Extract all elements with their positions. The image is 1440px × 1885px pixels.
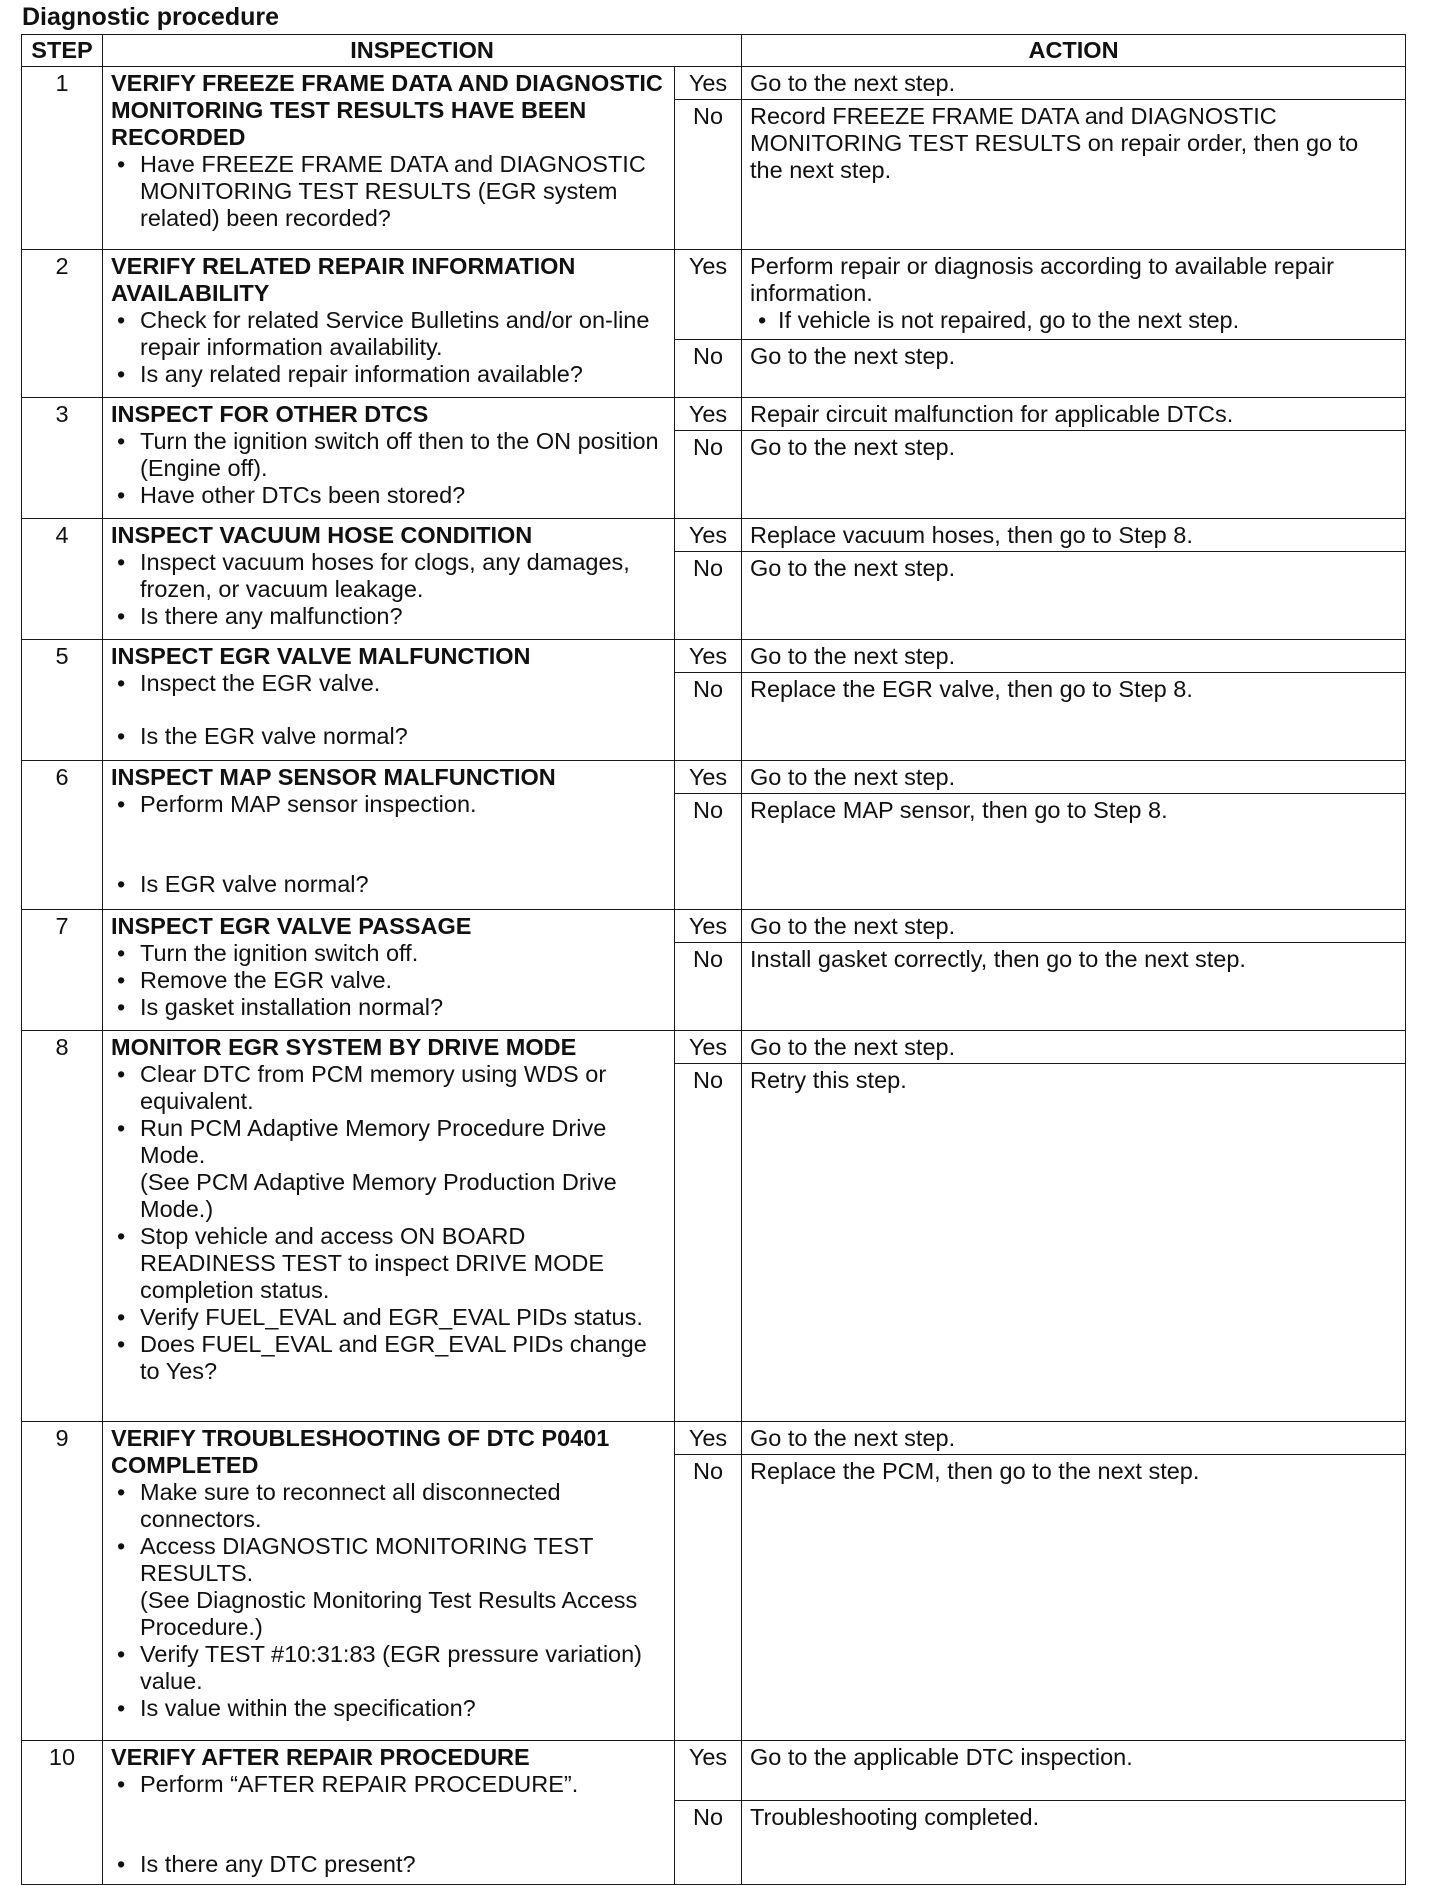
action-no: Replace MAP sensor, then go to Step 8. [742, 794, 1406, 910]
inspection-bullet: • Is gasket installation normal? [140, 994, 666, 1021]
step-number: 5 [22, 640, 103, 761]
table-row [22, 67, 1406, 100]
table-row [22, 640, 1406, 673]
action-yes: Go to the next step. [742, 67, 1406, 100]
action-no: Replace the PCM, then go to the next step. [742, 1455, 1406, 1741]
inspection-bullet: • Make sure to reconnect all disconnected connectors. [140, 1479, 666, 1533]
inspection-title: INSPECT EGR VALVE PASSAGE [111, 913, 472, 939]
answer-yes: Yes [675, 519, 742, 552]
inspection-cell [103, 1422, 675, 1741]
action-no: Record FREEZE FRAME DATA and DIAGNOSTIC MONITORING TEST RESULTS on repair order, then go to the next step. [742, 100, 1406, 250]
inspection-bullet: • Verify TEST #10:31:83 (EGR pressure variation) value. [140, 1641, 666, 1695]
table-row [22, 1741, 1406, 1801]
action-yes: Go to the next step. [742, 910, 1406, 943]
inspection-bullet [140, 1533, 666, 1641]
action-text: Perform repair or diagnosis according to available repair information. [750, 253, 1334, 306]
inspection-bullet: • Stop vehicle and access ON BOARD READINESS TEST to inspect DRIVE MODE completion status. [140, 1223, 666, 1304]
inspection-cell [103, 1031, 675, 1422]
answer-no: No [675, 1064, 742, 1422]
inspection-bullet: • Have other DTCs been stored? [140, 482, 666, 509]
answer-yes: Yes [675, 1741, 742, 1801]
inspection-title: VERIFY FREEZE FRAME DATA AND DIAGNOSTIC MONITORING TEST RESULTS HAVE BEEN RECORDED [111, 70, 663, 150]
answer-no: No [675, 1801, 742, 1885]
inspection-title: VERIFY RELATED REPAIR INFORMATION AVAILABILITY [111, 253, 576, 306]
inspection-bullet: • Remove the EGR valve. [140, 967, 666, 994]
inspection-bullet: • Is there any malfunction? [140, 603, 666, 630]
table-row [22, 519, 1406, 552]
inspection-bullet: • Is there any DTC present? [140, 1851, 666, 1878]
answer-no: No [675, 1455, 742, 1741]
inspection-bullet: • Inspect vacuum hoses for clogs, any damages, frozen, or vacuum leakage. [140, 549, 666, 603]
table-row [22, 250, 1406, 340]
inspection-bullet: • Check for related Service Bulletins and/or on-line repair information availability. [140, 307, 666, 361]
inspection-cell [103, 1741, 675, 1885]
inspection-bullet: • Have FREEZE FRAME DATA and DIAGNOSTIC MONITORING TEST RESULTS (EGR system related) been recorded? [140, 151, 666, 232]
inspection-bullet [140, 1115, 666, 1223]
table-row [22, 1031, 1406, 1064]
inspection-title: VERIFY TROUBLESHOOTING OF DTC P0401 COMPLETED [111, 1425, 610, 1478]
action-yes: Go to the next step. [742, 1031, 1406, 1064]
action-yes: Replace vacuum hoses, then go to Step 8. [742, 519, 1406, 552]
inspection-cell [103, 761, 675, 910]
answer-yes: Yes [675, 1031, 742, 1064]
answer-no: No [675, 794, 742, 910]
action-no: Go to the next step. [742, 340, 1406, 398]
inspection-title: MONITOR EGR SYSTEM BY DRIVE MODE [111, 1034, 577, 1060]
action-no: Retry this step. [742, 1064, 1406, 1422]
action-no: Replace the EGR valve, then go to Step 8. [742, 673, 1406, 761]
answer-yes: Yes [675, 398, 742, 431]
step-number: 1 [22, 67, 103, 250]
step-number: 2 [22, 250, 103, 398]
reference-note: (See PCM Adaptive Memory Production Drive Mode.) [140, 1169, 617, 1222]
reference-note: (See Diagnostic Monitoring Test Results Access Procedure.) [140, 1587, 638, 1640]
action-yes: Repair circuit malfunction for applicable DTCs. [742, 398, 1406, 431]
inspection-title: INSPECT FOR OTHER DTCS [111, 401, 429, 427]
answer-yes: Yes [675, 761, 742, 794]
inspection-bullet-text: • Access DIAGNOSTIC MONITORING TEST RESULTS. [140, 1533, 594, 1586]
inspection-cell [103, 910, 675, 1031]
inspection-bullet: • Turn the ignition switch off. [140, 940, 666, 967]
inspection-bullet: • Is value within the specification? [140, 1695, 666, 1722]
inspection-bullet: • Verify FUEL_EVAL and EGR_EVAL PIDs status. [140, 1304, 666, 1331]
inspection-bullet: • Is any related repair information available? [140, 361, 666, 388]
action-yes: Go to the next step. [742, 1422, 1406, 1455]
step-number: 4 [22, 519, 103, 640]
step-number: 8 [22, 1031, 103, 1422]
inspection-title: INSPECT EGR VALVE MALFUNCTION [111, 643, 531, 669]
header-inspection: INSPECTION [103, 35, 742, 67]
answer-no: No [675, 340, 742, 398]
step-number: 6 [22, 761, 103, 910]
action-yes: Go to the next step. [742, 761, 1406, 794]
action-no: Troubleshooting completed. [742, 1801, 1406, 1885]
answer-no: No [675, 552, 742, 640]
diagnostic-procedure-table [21, 34, 1406, 1885]
header-action: ACTION [742, 35, 1406, 67]
table-header-row [22, 35, 1406, 67]
answer-no: No [675, 100, 742, 250]
step-number: 9 [22, 1422, 103, 1741]
inspection-cell [103, 640, 675, 761]
inspection-bullet: • Does FUEL_EVAL and EGR_EVAL PIDs change to Yes? [140, 1331, 666, 1385]
answer-no: No [675, 673, 742, 761]
table-row [22, 910, 1406, 943]
inspection-title: INSPECT MAP SENSOR MALFUNCTION [111, 764, 556, 790]
inspection-bullet-text: • Run PCM Adaptive Memory Procedure Drive Mode. [140, 1115, 607, 1168]
action-no: Go to the next step. [742, 552, 1406, 640]
inspection-bullet: • Clear DTC from PCM memory using WDS or equivalent. [140, 1061, 666, 1115]
answer-yes: Yes [675, 640, 742, 673]
step-number: 3 [22, 398, 103, 519]
inspection-cell [103, 250, 675, 398]
answer-no: No [675, 431, 742, 519]
inspection-cell [103, 67, 675, 250]
inspection-bullet: • Turn the ignition switch off then to the ON position (Engine off). [140, 428, 666, 482]
page-title: Diagnostic procedure [22, 3, 279, 31]
action-yes: Go to the applicable DTC inspection. [742, 1741, 1406, 1801]
action-yes: Go to the next step. [742, 640, 1406, 673]
answer-yes: Yes [675, 910, 742, 943]
action-no: Go to the next step. [742, 431, 1406, 519]
table-row [22, 1422, 1406, 1455]
action-no: Install gasket correctly, then go to the next step. [742, 943, 1406, 1031]
answer-no: No [675, 943, 742, 1031]
inspection-bullet: • Inspect the EGR valve. [140, 670, 666, 697]
answer-yes: Yes [675, 1422, 742, 1455]
table-row [22, 761, 1406, 794]
inspection-bullet: • Is EGR valve normal? [140, 871, 666, 898]
action-sub-bullet: • If vehicle is not repaired, go to the next step. [750, 307, 1397, 334]
inspection-cell [103, 519, 675, 640]
step-number: 7 [22, 910, 103, 1031]
answer-yes: Yes [675, 250, 742, 340]
inspection-bullet: • Is the EGR valve normal? [140, 723, 666, 750]
answer-yes: Yes [675, 67, 742, 100]
inspection-bullet: • Perform “AFTER REPAIR PROCEDURE”. [140, 1771, 666, 1798]
inspection-title: VERIFY AFTER REPAIR PROCEDURE [111, 1744, 530, 1770]
table-row [22, 398, 1406, 431]
inspection-bullet: • Perform MAP sensor inspection. [140, 791, 666, 818]
inspection-cell [103, 398, 675, 519]
action-yes [742, 250, 1406, 340]
inspection-title: INSPECT VACUUM HOSE CONDITION [111, 522, 533, 548]
header-step: STEP [22, 35, 103, 67]
step-number: 10 [22, 1741, 103, 1885]
